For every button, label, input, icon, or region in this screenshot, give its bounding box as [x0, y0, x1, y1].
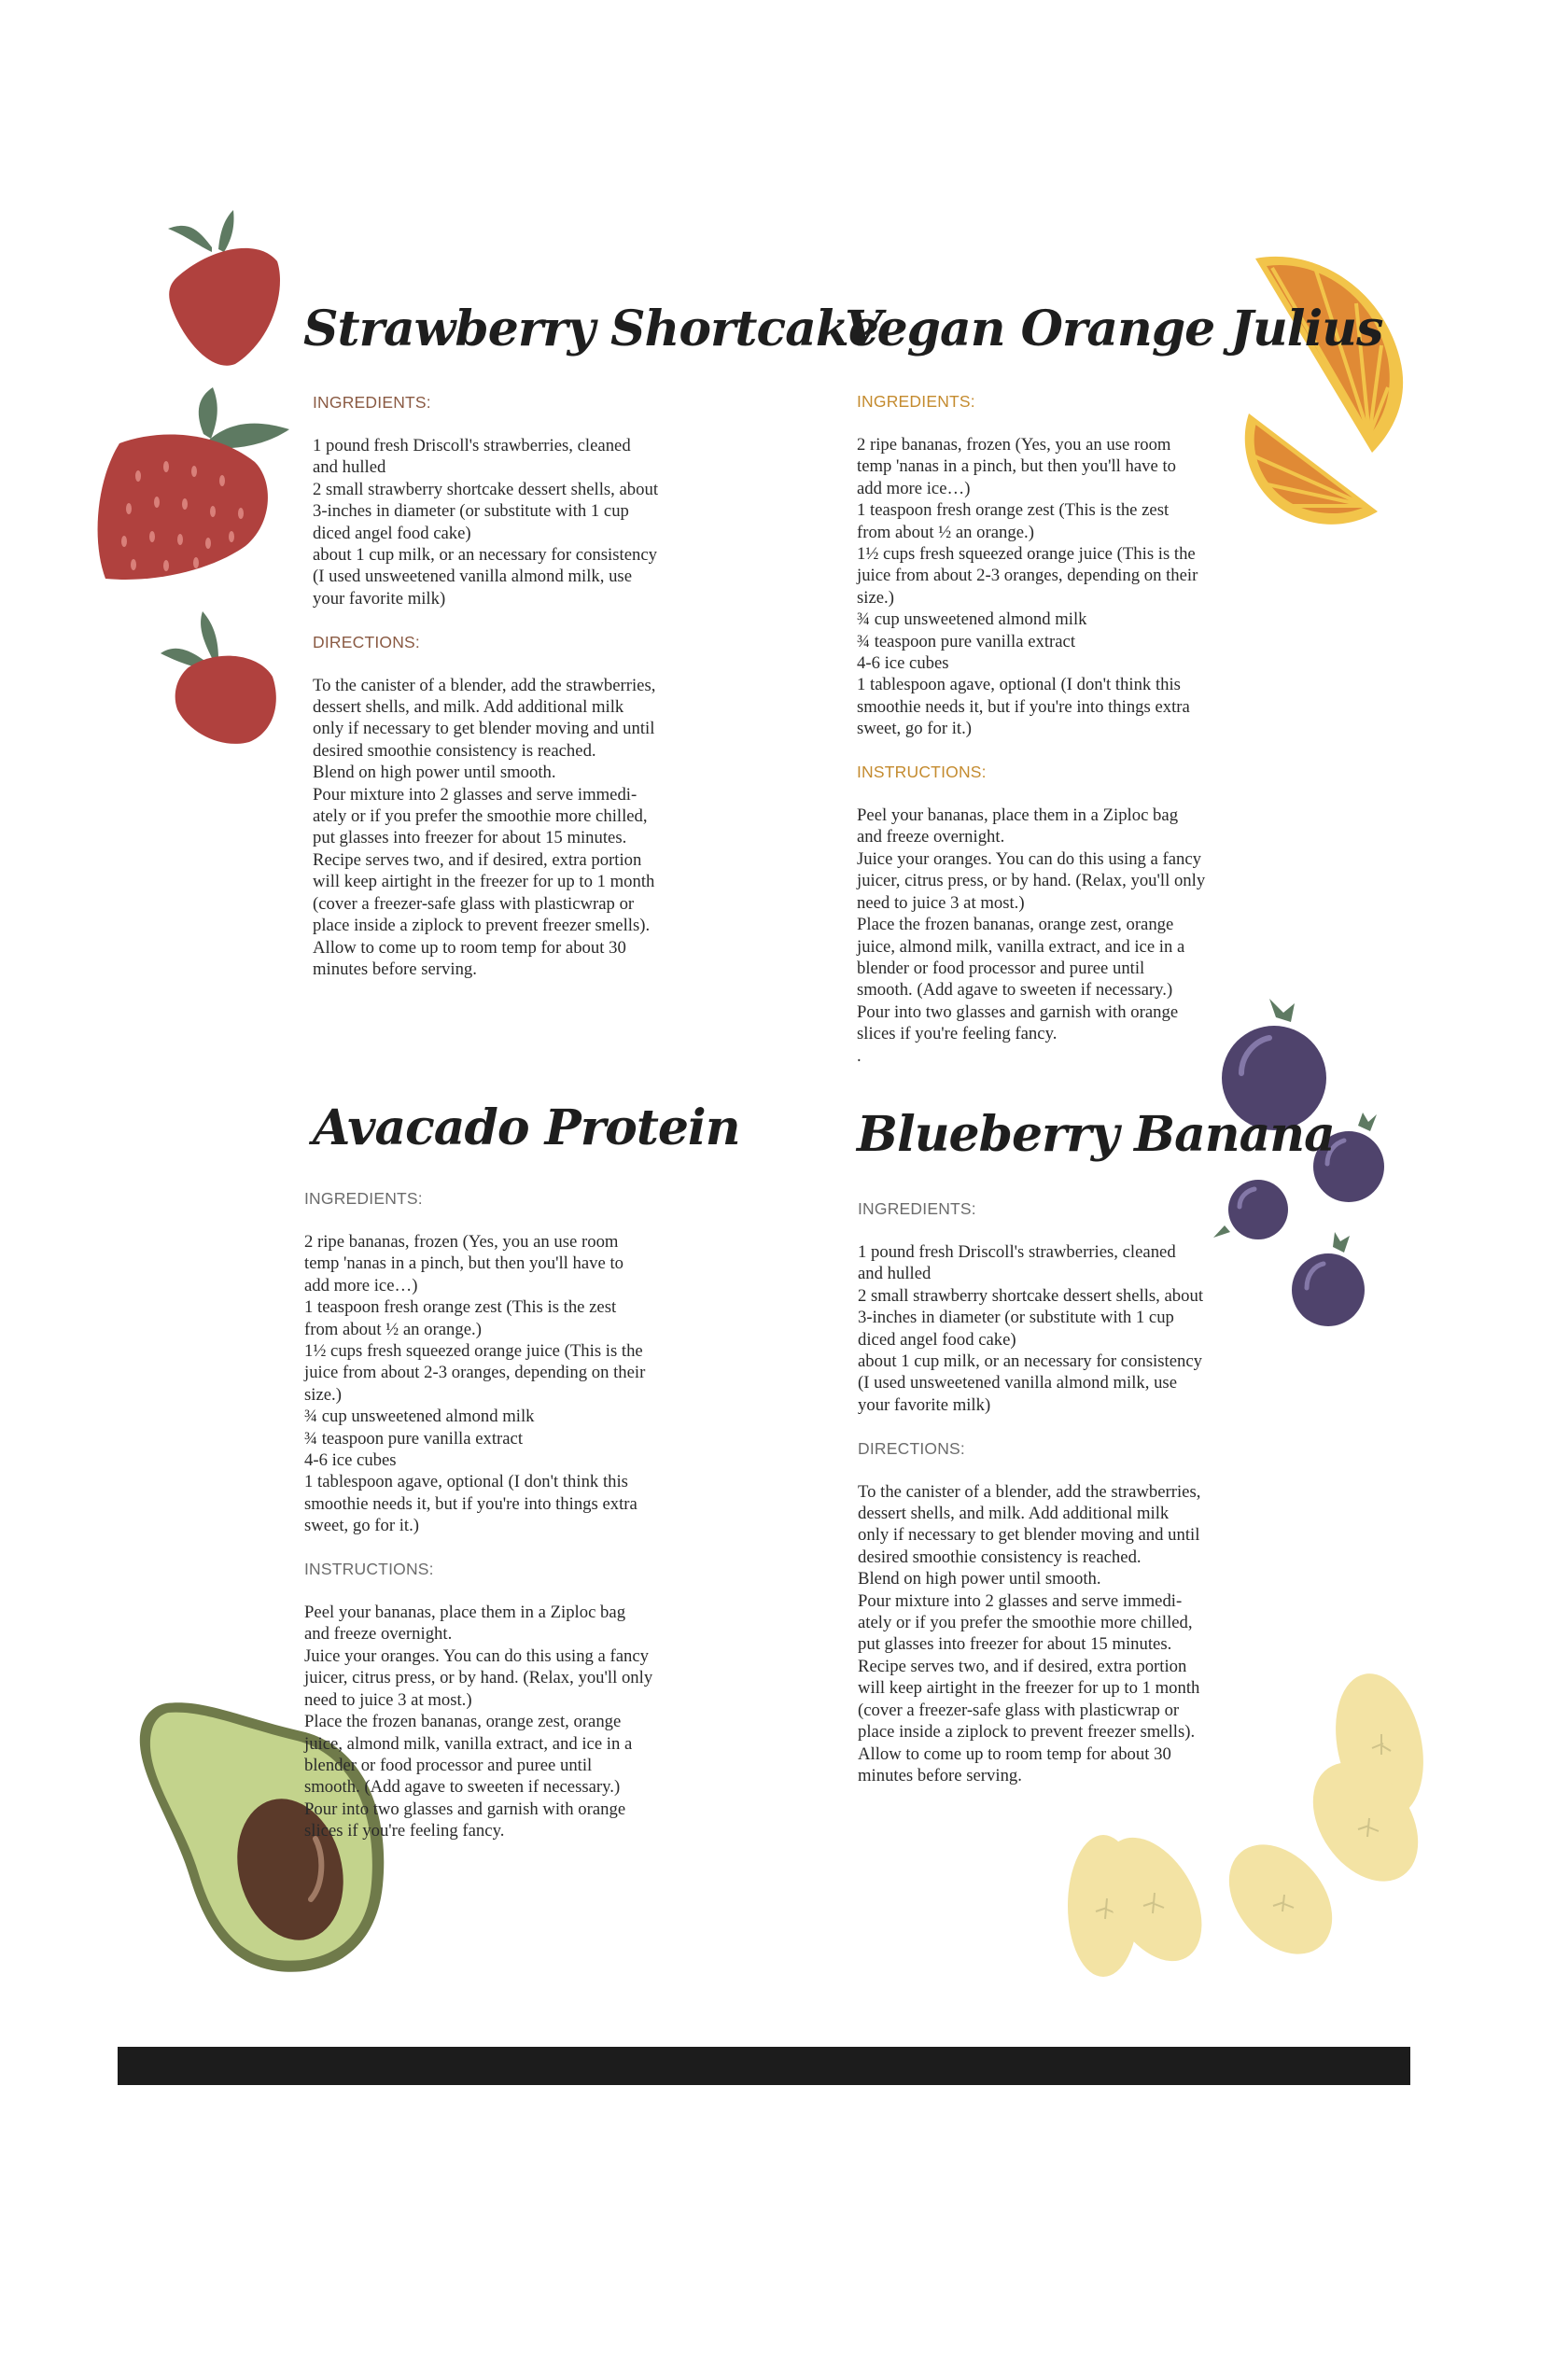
- ingredients-label: INGREDIENTS:: [857, 392, 975, 411]
- directions-text: To the canister of a blender, add the strawberries, dessert shells, and milk. Add additional milk only if necessary to get blender moving and until desired smoothie consistency is reached. Blend on high power until smooth. Pour mixture into 2 glasses and serve immedi- ately or if you prefer the smoothie more chilled, put glasses into freezer for about 15 minutes. Recipe serves two, and if desired, extra portion will keep airtight in the freezer for up to 1 month (cover a freezer-safe glass with plasticwrap or place inside a ziplock to prevent freezer smells). Allow to come up to room temp for about 30 minutes before serving.: [313, 675, 656, 979]
- strawberry-icon: [91, 383, 301, 588]
- footer-bar: [118, 2047, 1410, 2085]
- directions-text: To the canister of a blender, add the strawberries, dessert shells, and milk. Add additional milk only if necessary to get blender moving and until desired smoothie consistency is reached. Blend on high power until smooth. Pour mixture into 2 glasses and serve immedi- ately or if you prefer the smoothie more chilled, put glasses into freezer for about 15 minutes. Recipe serves two, and if desired, extra portion will keep airtight in the freezer for up to 1 month (cover a freezer-safe glass with plasticwrap or place inside a ziplock to prevent freezer smells). Allow to come up to room temp for about 30 minutes before serving.: [858, 1481, 1201, 1785]
- strawberry-icon: [161, 210, 287, 373]
- recipe-body-avacado-protein: [304, 1188, 673, 1864]
- recipe-body-strawberry-shortcake: [313, 392, 681, 1002]
- ingredients-label: INGREDIENTS:: [304, 1189, 423, 1208]
- directions-label: DIRECTIONS:: [313, 632, 420, 651]
- blueberry-icon: [1286, 1232, 1370, 1330]
- ingredients-label: INGREDIENTS:: [313, 393, 431, 412]
- directions-label: DIRECTIONS:: [858, 1438, 965, 1458]
- strawberry-icon: [161, 611, 282, 747]
- banana-slice-icon: [1223, 1837, 1339, 1963]
- orange-slice-icon: [1240, 409, 1380, 530]
- instructions-label: INSTRUCTIONS:: [304, 1560, 434, 1579]
- instructions-text: Peel your bananas, place them in a Ziploc bag and freeze overnight. Juice your oranges. You can do this using a fancy juicer, citrus press, or by hand. (Relax, you'll only need to juice 3 at most.) Place the frozen bananas, orange zest, orange juice, almond milk, vanilla extract, and ice in a blender or food processor and puree until smooth. (Add agave to sweeten if necessary.) Pour into two glasses and garnish with orange slices if you're feeling fancy.: [304, 1603, 653, 1841]
- ingredients-label: INGREDIENTS:: [858, 1199, 976, 1218]
- recipe-title-vegan-orange-julius: Vegan Orange Julius: [845, 301, 1383, 357]
- ingredients-text: 1 pound fresh Driscoll's strawberries, cleaned and hulled 2 small strawberry shortcake dessert shells, about 3-inches in diameter (or substitute with 1 cup diced angel food cake) about 1 cup milk, or an necessary for consistency (I used unsweetened vanilla almond milk, use your favorite milk): [313, 436, 659, 609]
- recipe-title-avacado-protein: Avacado Protein: [313, 1099, 740, 1156]
- recipe-title-strawberry-shortcake: Strawberry Shortcake: [303, 301, 878, 357]
- recipe-body-vegan-orange-julius: [857, 391, 1226, 1088]
- recipe-body-blueberry-banana: [858, 1198, 1226, 1809]
- recipe-title-blueberry-banana: Blueberry Banana: [857, 1106, 1335, 1163]
- instructions-label: INSTRUCTIONS:: [857, 763, 987, 782]
- ingredients-text: 2 ripe bananas, frozen (Yes, you an use room temp 'nanas in a pinch, but then you'll have to add more ice…) 1 teaspoon fresh orange zest (This is the zest from about ½ an orange.) 1½ cups fresh squeezed orange juice (This is the juice from about 2-3 oranges, depending on their size.) ¾ cup unsweetened almond milk ¾ teaspoon pure vanilla extract 4-6 ice cubes 1 tablespoon agave, optional (I don't think this smoothie needs it, but if you're into things extra sweet, go for it.): [304, 1232, 646, 1536]
- instructions-text: Peel your bananas, place them in a Ziploc bag and freeze overnight. Juice your oranges. You can do this using a fancy juicer, citrus press, or by hand. (Relax, you'll only need to juice 3 at most.) Place the frozen bananas, orange zest, orange juice, almond milk, vanilla extract, and ice in a blender or food processor and puree until smooth. (Add agave to sweeten if necessary.) Pour into two glasses and garnish with orange slices if you're feeling fancy. .: [857, 805, 1206, 1066]
- ingredients-text: 1 pound fresh Driscoll's strawberries, cleaned and hulled 2 small strawberry shortcake dessert shells, about 3-inches in diameter (or substitute with 1 cup diced angel food cake) about 1 cup milk, or an necessary for consistency (I used unsweetened vanilla almond milk, use your favorite milk): [858, 1242, 1204, 1415]
- ingredients-text: 2 ripe bananas, frozen (Yes, you an use room temp 'nanas in a pinch, but then you'll have to add more ice…) 1 teaspoon fresh orange zest (This is the zest from about ½ an orange.) 1½ cups fresh squeezed orange juice (This is the juice from about 2-3 oranges, depending on their size.) ¾ cup unsweetened almond milk ¾ teaspoon pure vanilla extract 4-6 ice cubes 1 tablespoon agave, optional (I don't think this smoothie needs it, but if you're into things extra sweet, go for it.): [857, 435, 1198, 739]
- banana-slice-icon: [1097, 1829, 1209, 1969]
